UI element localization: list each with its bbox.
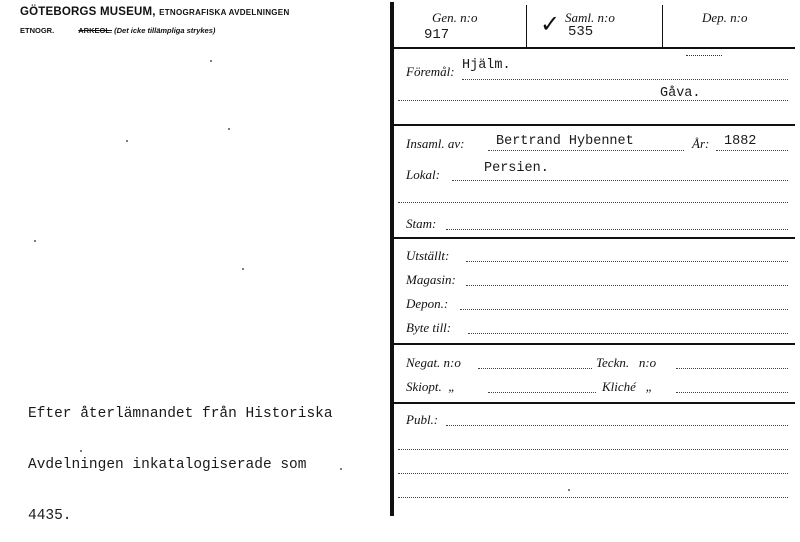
ink-speck [228, 128, 230, 130]
department-name: ETNOGRAFISKA AVDELNINGEN [159, 8, 290, 17]
museum-name: GÖTEBORGS MUSEUM, [20, 6, 156, 18]
number-divider-2 [662, 5, 663, 47]
number-divider-1 [526, 5, 527, 47]
lokal-value: Persien. [484, 161, 549, 176]
remark-line-2: Avdelningen inkatalogiserade som [28, 457, 307, 473]
kliche-label: Kliché „ [602, 379, 653, 394]
lokal-label: Lokal: [406, 167, 440, 182]
depon-dotted-line [460, 309, 788, 310]
stam-dotted-line [446, 229, 788, 230]
small-dash-mark [686, 55, 722, 56]
byte-till-label: Byte till: [406, 320, 452, 335]
foremal-dotted-line-2 [398, 100, 788, 101]
publ-dotted-line-4 [398, 497, 788, 498]
remark-line-1: Efter återlämnandet från Historiska [28, 406, 333, 422]
remark-line-3: 4435. [28, 508, 72, 524]
ink-speck [126, 140, 128, 142]
foremal-bottom-rule [392, 124, 795, 126]
category-line [20, 26, 215, 35]
insaml-dotted-line [488, 150, 684, 151]
foremal-label: Föremål: [406, 64, 455, 79]
utstallt-dotted-line [466, 261, 788, 262]
gen-no-label: Gen. n:o [432, 10, 478, 25]
teckn-dotted-line [676, 368, 788, 369]
ink-speck [80, 450, 82, 452]
publ-dotted-line-1 [446, 425, 788, 426]
publ-label: Publ.: [406, 412, 439, 427]
ink-speck [34, 240, 36, 242]
skiopt-label: Skiopt. „ [406, 379, 456, 394]
museum-header [20, 6, 290, 18]
reproduction-bottom-rule [392, 402, 795, 404]
strike-note: (Det icke tillämpliga strykes) [114, 26, 216, 35]
saml-no-label: Saml. n:o [565, 10, 615, 25]
gava-value: Gåva. [660, 86, 701, 101]
card-left-border [390, 2, 394, 516]
insaml-value: Bertrand Hybennet [496, 134, 634, 149]
byte-till-dotted-line [468, 333, 788, 334]
utstallt-label: Utställt: [406, 248, 450, 263]
skiopt-dotted-line [488, 392, 596, 393]
ink-speck [568, 489, 570, 491]
publ-dotted-line-3 [398, 473, 788, 474]
negat-label: Negat. n:o [406, 355, 461, 370]
kliche-dotted-line [676, 392, 788, 393]
etnogr-label: ETNOGR. [20, 26, 55, 35]
ink-speck [242, 268, 244, 270]
arkeol-label-struck: ARKEOL. [78, 26, 113, 35]
check-mark-icon: ✓ [540, 10, 561, 38]
insaml-label: Insaml. av: [406, 136, 465, 151]
stam-bottom-rule [392, 237, 795, 239]
ar-value: 1882 [724, 134, 757, 149]
teckn-label: Teckn. n:o [596, 355, 657, 370]
remark-text [28, 372, 333, 542]
ar-dotted-line [716, 150, 788, 151]
saml-no-value: 535 [568, 24, 594, 40]
negat-dotted-line [478, 368, 592, 369]
foremal-dotted-line [462, 79, 788, 80]
ink-speck [340, 468, 342, 470]
ar-label: År: [692, 136, 710, 151]
lokal-dotted-line-2 [398, 202, 788, 203]
magasin-dotted-line [466, 285, 788, 286]
gen-no-value: 917 [424, 27, 450, 43]
magasin-label: Magasin: [406, 272, 456, 287]
number-row-bottom-rule [392, 47, 795, 49]
storage-bottom-rule [392, 343, 795, 345]
ink-speck [210, 60, 212, 62]
publ-dotted-line-2 [398, 449, 788, 450]
foremal-value: Hjälm. [462, 58, 511, 73]
dep-no-label: Dep. n:o [702, 10, 748, 25]
depon-label: Depon.: [406, 296, 449, 311]
lokal-dotted-line [452, 180, 788, 181]
stam-label: Stam: [406, 216, 437, 231]
